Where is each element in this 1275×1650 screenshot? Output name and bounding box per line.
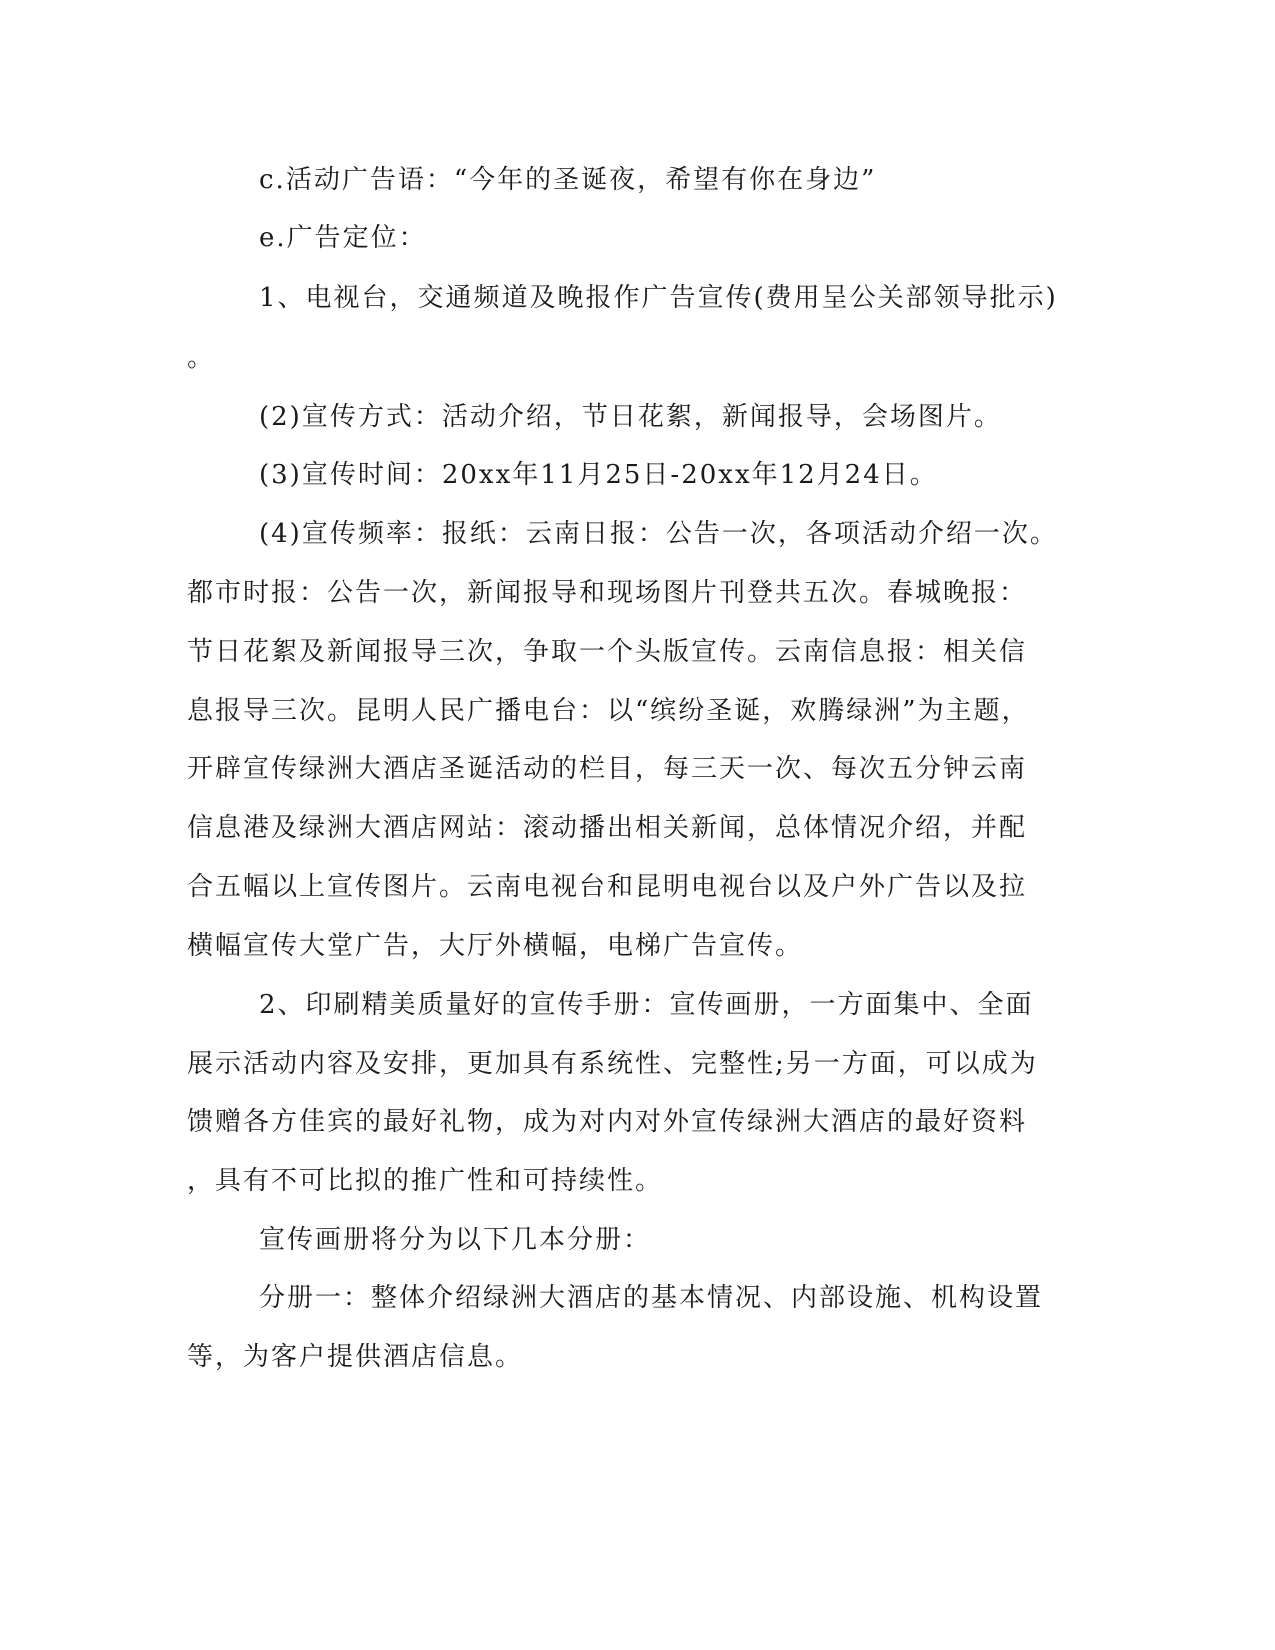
- text-line: 息报导三次。昆明人民广播电台：以“缤纷圣诞，欢腾绿洲”为主题，: [187, 696, 1030, 726]
- text-line: 。: [187, 343, 216, 373]
- text-line: 宣传画册将分为以下几本分册：: [259, 1225, 652, 1255]
- text-line: c.活动广告语：“今年的圣诞夜，希望有你在身边”: [259, 165, 877, 195]
- text-line: (4)宣传频率：报纸：云南日报：公告一次，各项活动介绍一次。: [259, 519, 1058, 549]
- text-line: 2、印刷精美质量好的宣传手册：宣传画册，一方面集中、全面: [259, 990, 1034, 1020]
- text-line: 开辟宣传绿洲大酒店圣诞活动的栏目，每三天一次、每次五分钟云南: [187, 754, 1028, 784]
- text-line: 等，为客户提供酒店信息。: [187, 1342, 524, 1372]
- text-line: e.广告定位：: [259, 223, 427, 253]
- text-line: 分册一：整体介绍绿洲大酒店的基本情况、内部设施、机构设置: [259, 1283, 1044, 1313]
- document-body: [187, 160, 1067, 1372]
- text-line: 馈赠各方佳宾的最好礼物，成为对内对外宣传绿洲大酒店的最好资料: [187, 1107, 1028, 1137]
- text-line: 1、电视台，交通频道及晚报作广告宣传(费用呈公关部领导批示): [259, 283, 1058, 313]
- text-line: 展示活动内容及安排，更加具有系统性、完整性;另一方面，可以成为: [187, 1049, 1038, 1079]
- text-line: ，具有不可比拟的推广性和可持续性。: [187, 1166, 664, 1196]
- text-line: (3)宣传时间：20xx年11月25日-20xx年12月24日。: [259, 460, 938, 490]
- text-line: 都市时报：公告一次，新闻报导和现场图片刊登共五次。春城晚报：: [187, 578, 1028, 608]
- text-line: 信息港及绿洲大酒店网站：滚动播出相关新闻，总体情况介绍，并配: [187, 813, 1028, 843]
- text-line: (2)宣传方式：活动介绍，节日花絮，新闻报导，会场图片。: [259, 402, 1002, 432]
- text-line: 横幅宣传大堂广告，大厅外横幅，电梯广告宣传。: [187, 931, 804, 961]
- text-line: 合五幅以上宣传图片。云南电视台和昆明电视台以及户外广告以及拉: [187, 872, 1028, 902]
- text-line: 节日花絮及新闻报导三次，争取一个头版宣传。云南信息报：相关信: [187, 637, 1028, 667]
